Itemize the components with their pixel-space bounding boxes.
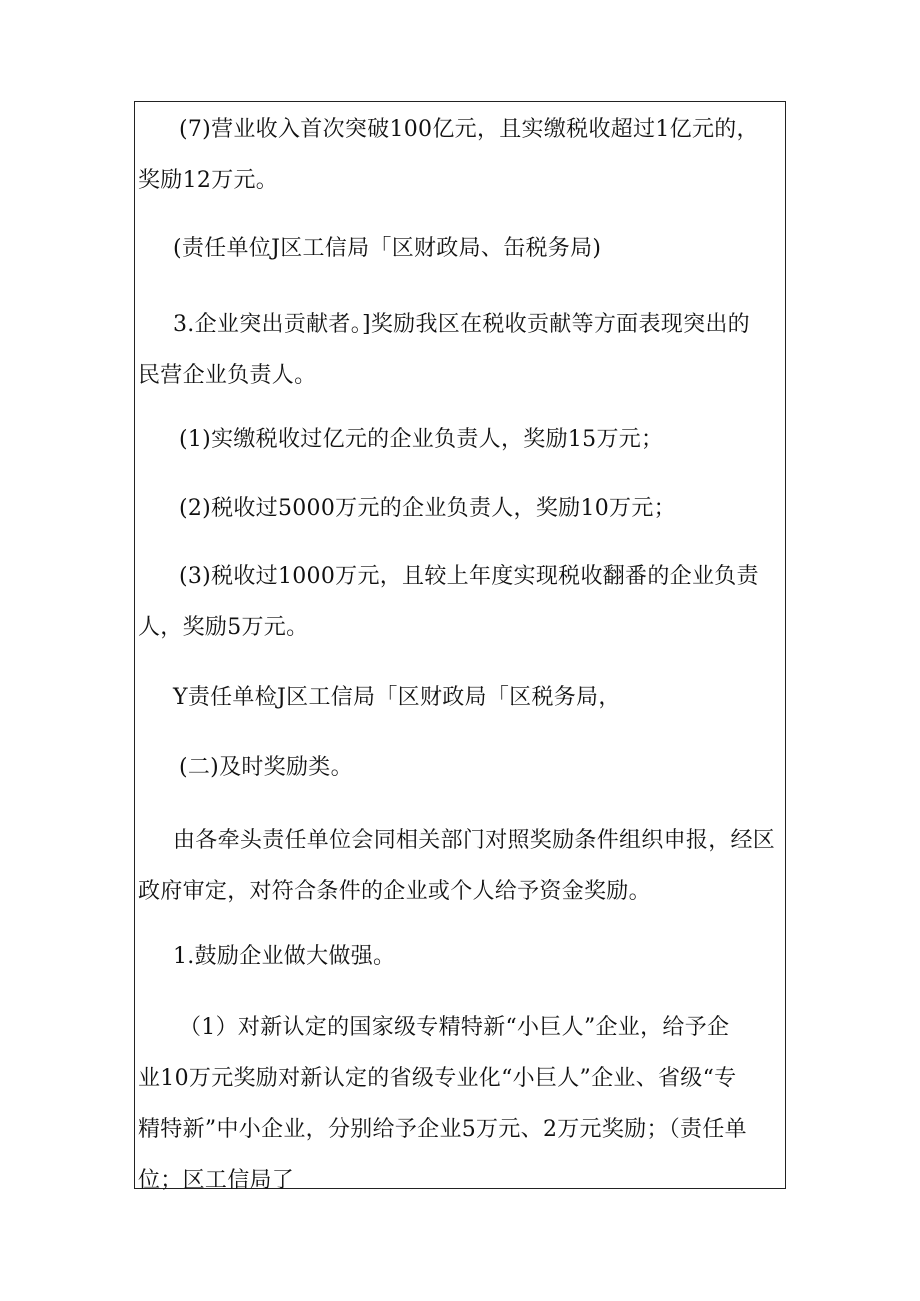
paragraph-item-1 xyxy=(135,414,787,465)
subheading-encourage-enterprises xyxy=(135,931,787,982)
paragraph-outstanding-contributor xyxy=(135,299,787,401)
text-line: Y责任单检J区工信局「区财政局「区税务局， xyxy=(173,685,621,710)
text-line: 业10万元奖励对新认定的省级专业化“小巨人”企业、省级“专 xyxy=(138,1066,737,1091)
paragraph-responsible-units-2 xyxy=(135,672,787,723)
text-line: （1）对新认定的国家级专精特新“小巨人”企业，给予企 xyxy=(179,1015,730,1040)
section-heading-timely-awards xyxy=(135,742,787,793)
paragraph-application-process xyxy=(135,815,787,917)
text-line: 位；区工信局了 xyxy=(138,1168,295,1193)
paragraph-award-revenue-100yi xyxy=(135,104,787,206)
text-line: (责任单位J区工信局「区财政局、缶税务局) xyxy=(173,236,602,261)
paragraph-item-2 xyxy=(135,483,787,534)
paragraph-little-giant-awards xyxy=(135,1002,787,1206)
text-line: (2)税收过5000万元的企业负责人，奖励10万元； xyxy=(179,496,676,521)
document-page xyxy=(134,101,786,1193)
text-line: 由各牵头责任单位会同相关部门对照奖励条件组织申报，经区 xyxy=(173,828,776,853)
text-line: (1)实缴税收过亿元的企业负责人，奖励15万元； xyxy=(179,427,664,452)
paragraph-responsible-units-1 xyxy=(135,223,787,274)
text-line: 民营企业负责人。 xyxy=(138,363,317,388)
text-line: (3)税收过1000万元，且较上年度实现税收翻番的企业负责 xyxy=(179,564,759,589)
text-line: (7)营业收入首次突破100亿元，且实缴税收超过1亿元的， xyxy=(179,117,759,142)
text-line: 政府审定，对符合条件的企业或个人给予资金奖励。 xyxy=(138,879,651,904)
text-line: 3.企业突出贡献者。]奖励我区在税收贡献等方面表现突出的 xyxy=(173,312,750,337)
text-line: 精特新”中小企业，分别给予企业5万元、2万元奖励；（责任单 xyxy=(138,1117,747,1142)
text-line: 奖励12万元。 xyxy=(138,168,279,193)
text-line: 人，奖励5万元。 xyxy=(138,615,309,640)
text-line: (二)及时奖励类。 xyxy=(179,755,353,780)
text-line: 1.鼓励企业做大做强。 xyxy=(173,944,396,969)
paragraph-item-3 xyxy=(135,551,787,653)
